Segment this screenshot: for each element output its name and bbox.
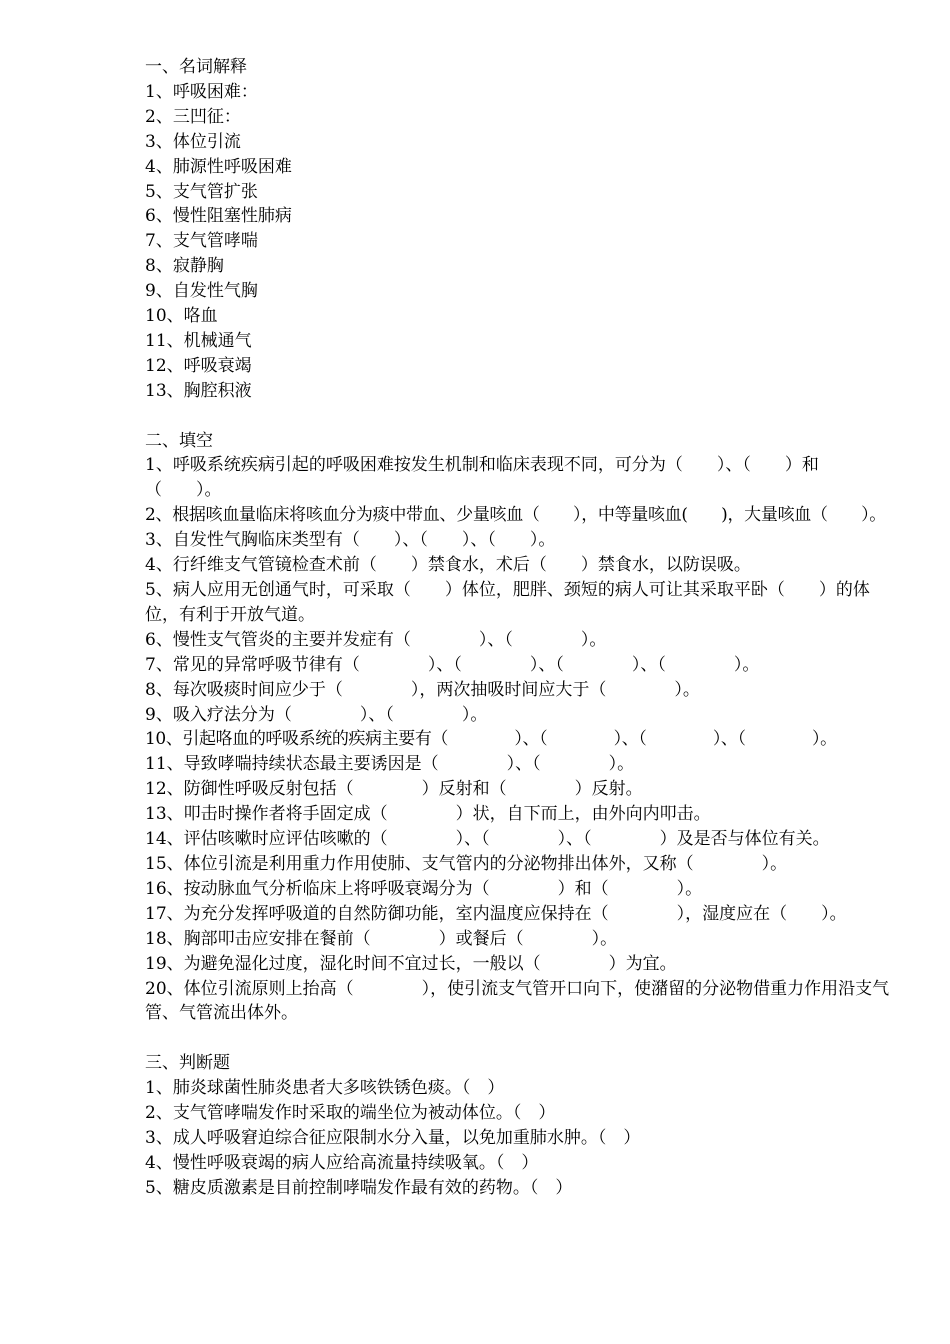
- fill-in-item: 14、评估咳嗽时应评估咳嗽的（ ）、（ ）、（ ）及是否与体位有关。: [145, 829, 830, 850]
- fill-in-item: 8、每次吸痰时间应少于（ ），两次抽吸时间应大于（ ）。: [145, 679, 700, 700]
- fill-in-item: 16、按动脉血气分析临床上将呼吸衰竭分为（ ）和（ ）。: [145, 878, 703, 899]
- definition-item: 12、呼吸衰竭: [145, 355, 252, 376]
- fill-in-item: 9、吸入疗法分为（ ）、（ ）。: [145, 704, 488, 725]
- fill-in-item: 2、根据咳血量临床将咳血分为痰中带血、少量咳血（ ），中等量咳血( )，大量咳血（ ）。: [145, 505, 886, 526]
- section-spacer: [145, 1026, 895, 1051]
- definition-item: 10、咯血: [145, 306, 218, 327]
- fill-in-item: 20、体位引流原则上抬高（ ），使引流支气管开口向下，使潴留的分泌物借重力作用沿支气管、气管流出体外。: [145, 978, 890, 1024]
- definition-item: 5、支气管扩张: [145, 181, 258, 202]
- definition-item: 4、肺源性呼吸困难: [145, 156, 292, 177]
- fill-in-item: 12、防御性呼吸反射包括（ ）反射和（ ）反射。: [145, 779, 643, 800]
- true-false-item: 1、肺炎球菌性肺炎患者大多咳铁锈色痰。（ ）: [145, 1078, 505, 1099]
- definition-item: 8、寂静胸: [145, 256, 224, 277]
- fill-in-item: 19、为避免湿化过度，湿化时间不宜过长，一般以（ ）为宜。: [145, 953, 677, 974]
- fill-in-item: 18、胸部叩击应安排在餐前（ ）或餐后（ ）。: [145, 928, 618, 949]
- section-spacer: [145, 404, 895, 429]
- definition-item: 9、自发性气胸: [145, 281, 258, 302]
- true-false-item: 4、慢性呼吸衰竭的病人应给高流量持续吸氧。（ ）: [145, 1152, 539, 1173]
- true-false-item: 3、成人呼吸窘迫综合征应限制水分入量，以免加重肺水肿。（ ）: [145, 1127, 641, 1148]
- document-page: [145, 55, 895, 1201]
- section-title-definitions: 一、名词解释: [145, 57, 247, 77]
- true-false-item: 2、支气管哮喘发作时采取的端坐位为被动体位。（ ）: [145, 1103, 556, 1124]
- fill-in-item: 3、自发性气胸临床类型有（ ）、（ ）、（ ）。: [145, 530, 556, 551]
- fill-in-item: 15、体位引流是利用重力作用使肺、支气管内的分泌物排出体外，又称（ ）。: [145, 853, 788, 874]
- section-title-fill-in: 二、填空: [145, 430, 213, 451]
- definition-item: 3、体位引流: [145, 131, 241, 152]
- definition-item: 1、呼吸困难：: [145, 81, 258, 102]
- fill-in-item: 13、叩击时操作者将手固定成（ ）状，自下而上，由外向内叩击。: [145, 804, 711, 825]
- definition-item: 13、胸腔积液: [145, 380, 252, 401]
- fill-in-item: 4、行纤维支气管镜检查术前（ ）禁食水，术后（ ）禁食水，以防误吸。: [145, 555, 751, 576]
- fill-in-item: 1、呼吸系统疾病引起的呼吸困难按发生机制和临床表现不同，可分为（ ）、（ ）和（ ）。: [145, 455, 819, 501]
- fill-in-item: 7、常见的异常呼吸节律有（ ）、（ ）、（ ）、（ ）。: [145, 654, 760, 675]
- section-title-true-false: 三、判断题: [145, 1053, 230, 1074]
- fill-in-item: 17、为充分发挥呼吸道的自然防御功能，室内温度应保持在（ ），湿度应在（ ）。: [145, 903, 847, 924]
- fill-in-item: 10、引起咯血的呼吸系统的疾病主要有（ ）、（ ）、（ ）、（ ）。: [145, 729, 837, 750]
- definition-item: 6、慢性阻塞性肺病: [145, 206, 292, 227]
- definition-item: 2、三凹征：: [145, 106, 241, 127]
- true-false-item: 5、糖皮质激素是目前控制哮喘发作最有效的药物。（ ）: [145, 1177, 573, 1198]
- definition-item: 11、机械通气: [145, 330, 252, 351]
- fill-in-item: 5、病人应用无创通气时，可采取（ ）体位，肥胖、颈短的病人可让其采取平卧（ ）的体位，有利于开放气道。: [145, 580, 870, 625]
- fill-in-item: 6、慢性支气管炎的主要并发症有（ ）、（ ）。: [145, 629, 607, 650]
- fill-in-item: 11、导致哮喘持续状态最主要诱因是（ ）、（ ）。: [145, 754, 635, 775]
- definition-item: 7、支气管哮喘: [145, 231, 258, 252]
